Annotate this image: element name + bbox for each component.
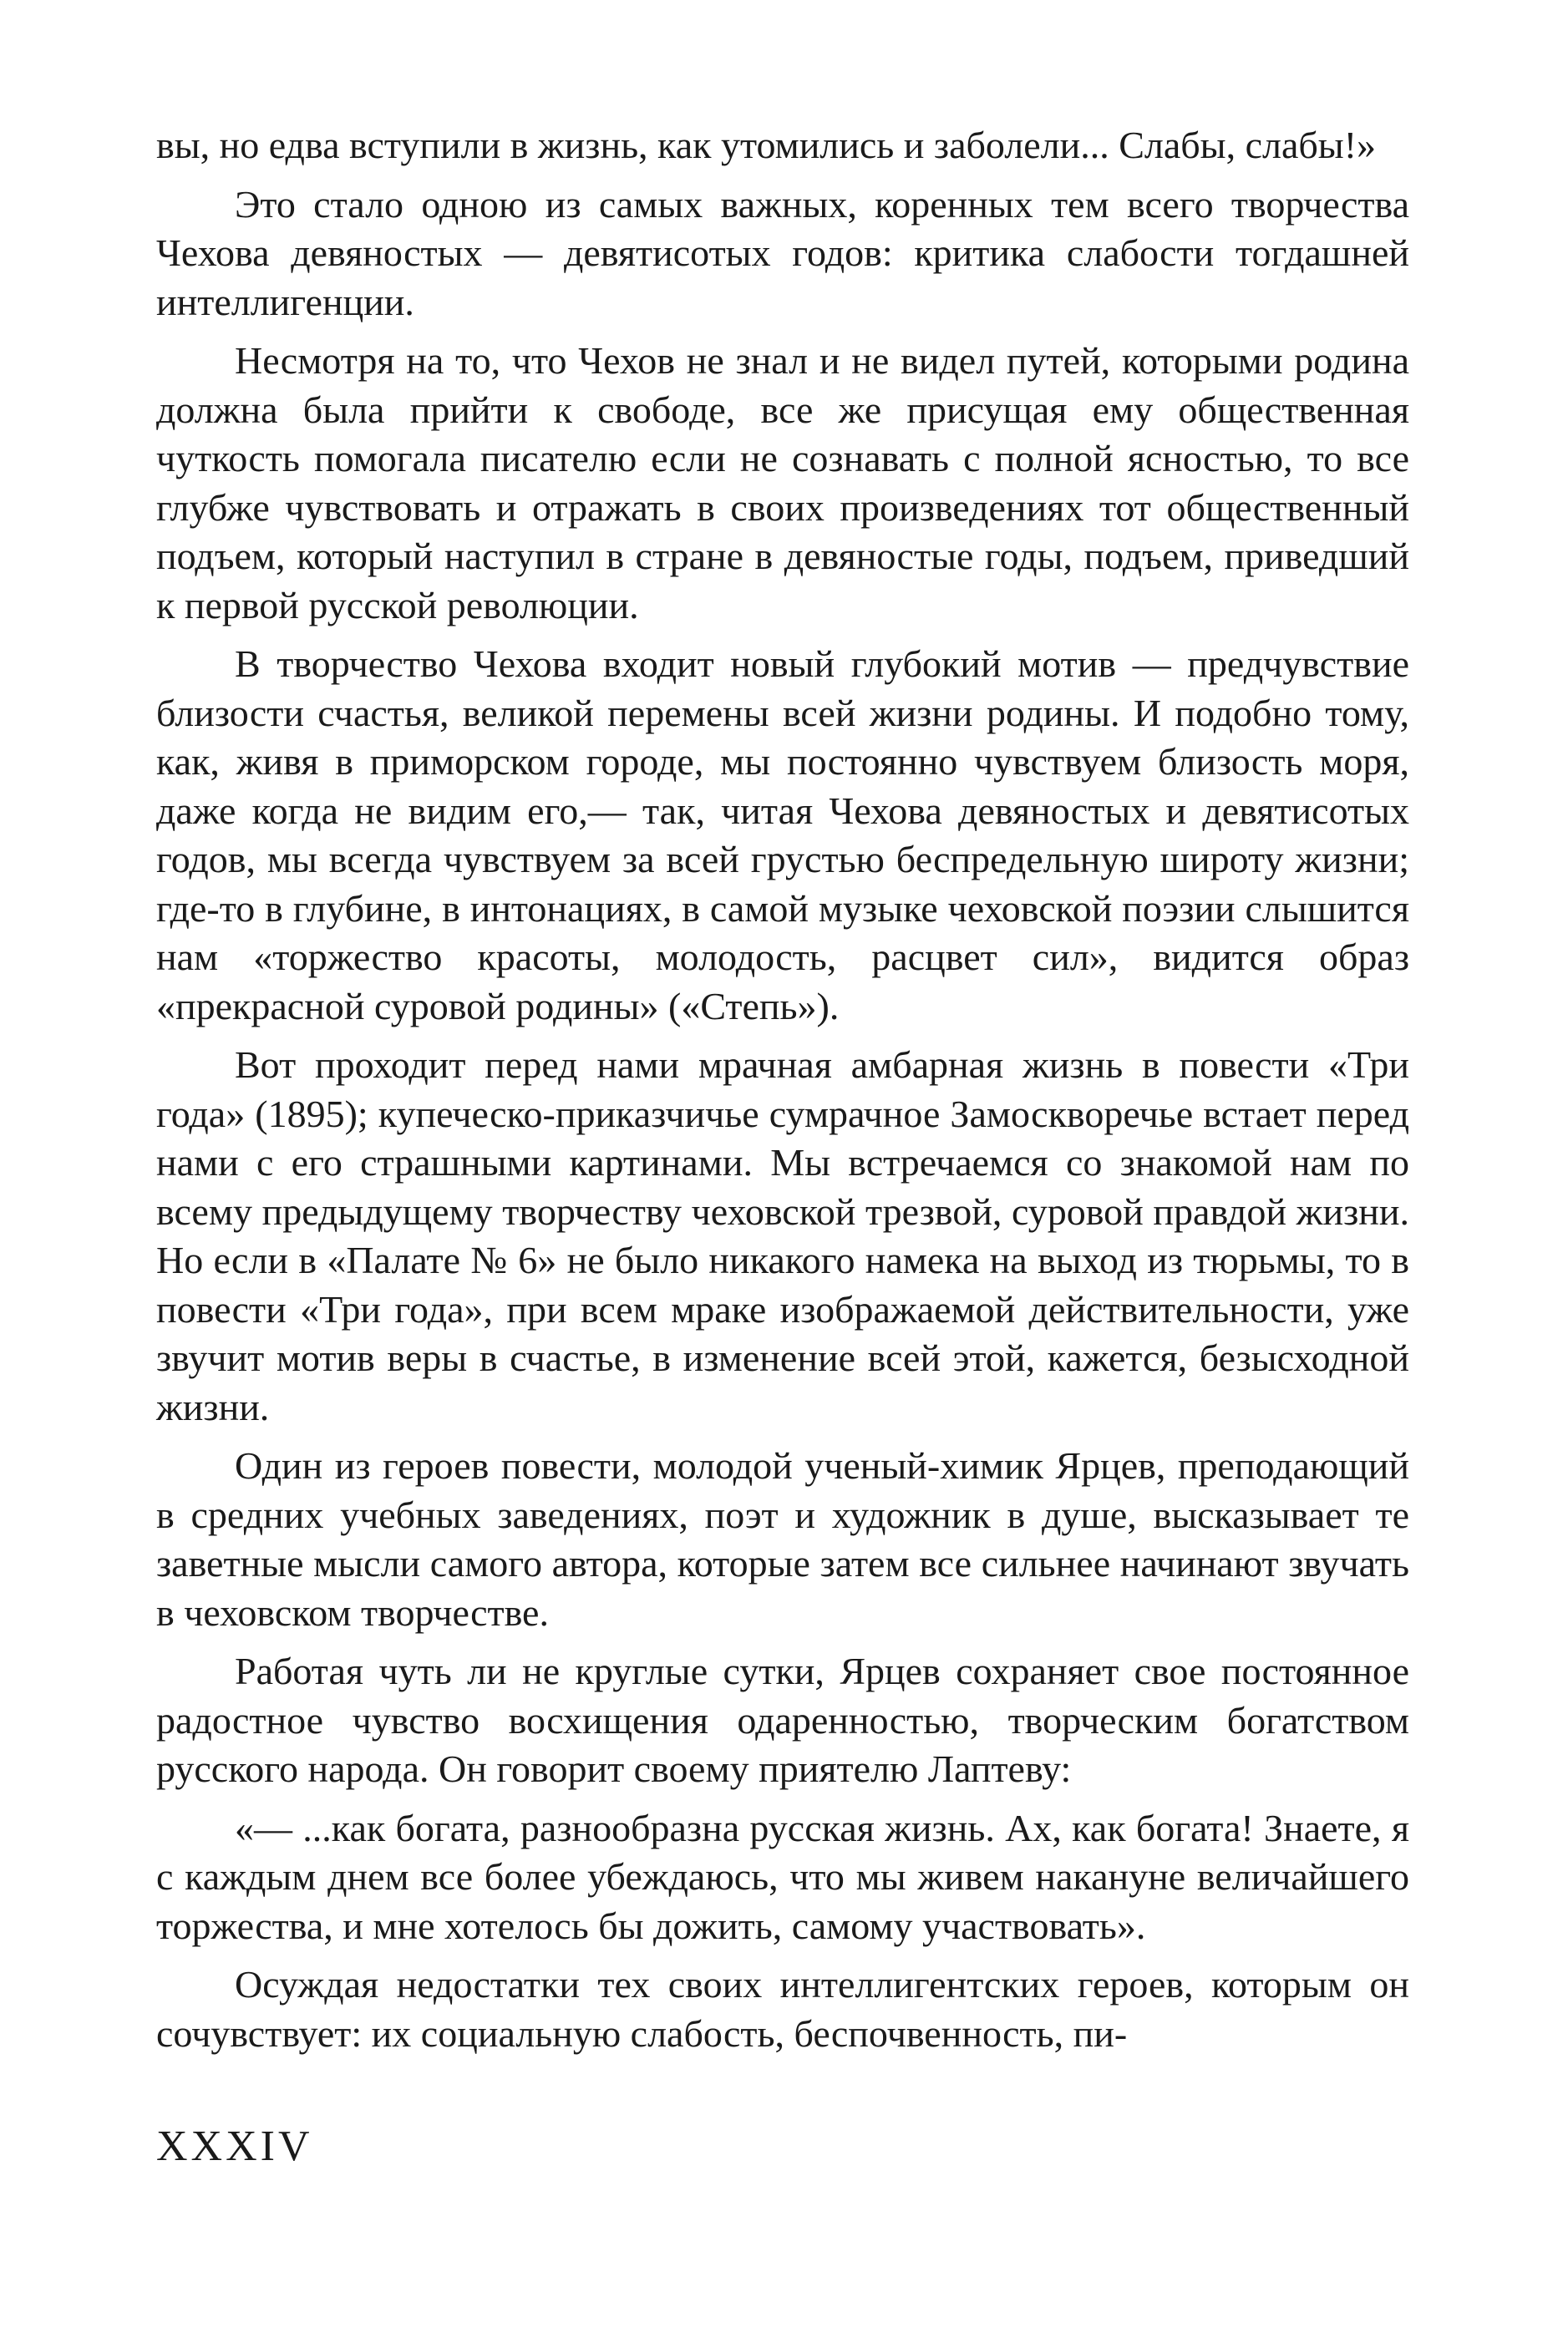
- paragraph-6: Один из героев повести, молодой ученый-химик Ярцев, преподающий в средних учебных заведениях, поэт и художник в душе, высказывает те заветные мысли самого автора, которые затем все сильнее начинают звучать в чеховском творчестве.: [156, 1444, 1409, 1634]
- paragraph-3: Несмотря на то, что Чехов не знал и не видел путей, которыми родина должна была прийти к свободе, все же присущая ему общественная чуткость помогала писателю если не сознавать с полной ясностью, то все глубже чувствовать и отражать в своих произведениях тот общественный подъем, который наступил в стране в девяностые годы, подъем, приведший к первой русской революции.: [156, 339, 1409, 626]
- page-number: XXXIV: [156, 2122, 313, 2170]
- paragraph-9: Осуждая недостатки тех своих интеллигентских героев, которым он сочувствует: их социальную слабость, беспочвенность, пи-: [156, 1963, 1409, 2055]
- paragraph-4: В творчество Чехова входит новый глубокий мотив — предчувствие близости счастья, великой перемены всей жизни родины. И подобно тому, как, живя в приморском городе, мы постоянно чувствуем близость моря, даже когда не видим его,— так, читая Чехова девяностых и девятисотых годов, мы всегда чувствуем за всей грустью беспредельную широту жизни; где-то в глубине, в интонациях, в самой музыке чеховской поэзии слышится нам «торжество красоты, молодость, расцвет сил», видится образ «прекрасной суровой родины» («Степь»).: [156, 642, 1409, 1027]
- paragraph-1: вы, но едва вступили в жизнь, как утомились и заболели... Слабы, слабы!»: [156, 124, 1377, 166]
- body-text: [156, 121, 1409, 2068]
- paragraph-7: Работая чуть ли не круглые сутки, Ярцев сохраняет свое постоянное радостное чувство восхищения одаренностью, творческим богатством русского народа. Он говорит своему приятелю Лаптеву:: [156, 1650, 1409, 1790]
- paragraph-8-quote: «— ...как богата, разнообразна русская жизнь. Ах, как богата! Знаете, я с каждым днем все более убеждаюсь, что мы живем накануне величайшего торжества, и мне хотелось бы дожить, самому участвовать».: [156, 1806, 1409, 1947]
- paragraph-5: Вот проходит перед нами мрачная амбарная жизнь в повести «Три года» (1895); купеческо-приказчичье сумрачное Замоскворечье встает перед нами с его страшными картинами. Мы встречаемся со знакомой нам по всему предыдущему творчеству чеховской трезвой, суровой правдой жизни. Но если в «Палате № 6» не было никакого намека на выход из тюрьмы, то в повести «Три года», при всем мраке изображаемой действительности, уже звучит мотив веры в счастье, в изменение всей этой, кажется, безысходной жизни.: [156, 1043, 1409, 1428]
- paragraph-2: Это стало одною из самых важных, коренных тем всего творчества Чехова девяностых — девятисотых годов: критика слабости тогдашней интеллигенции.: [156, 182, 1409, 323]
